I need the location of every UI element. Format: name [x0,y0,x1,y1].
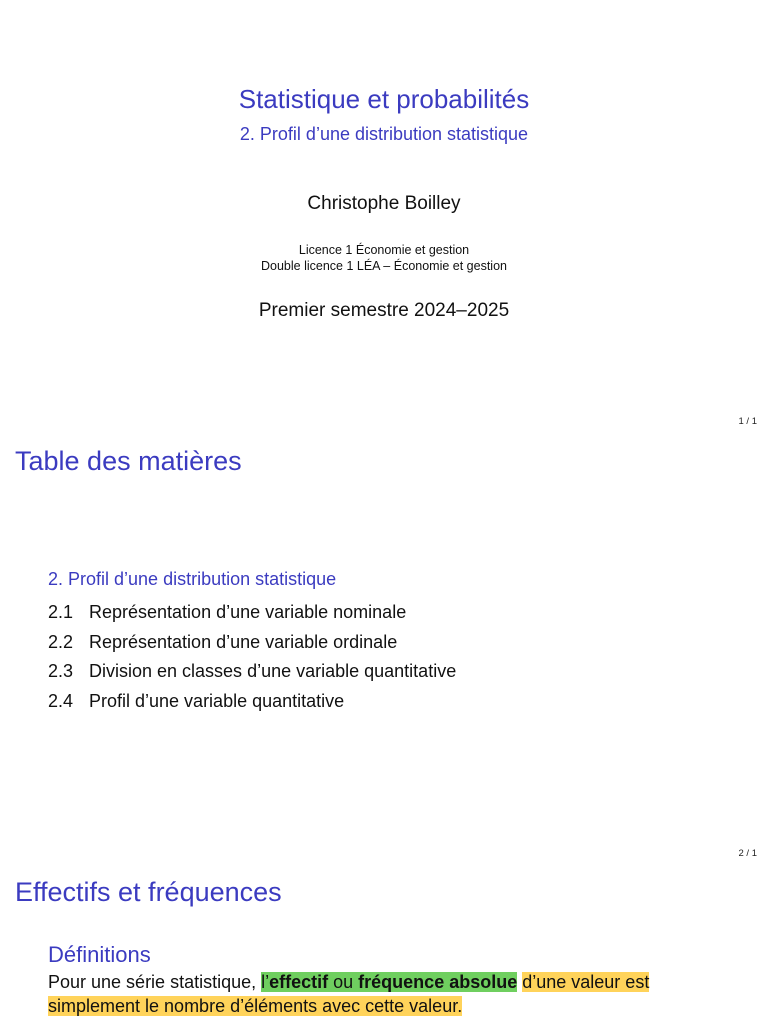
toc-item-number: 2.2 [48,631,74,652]
toc-item-label: Représentation d’une variable nominale [89,602,407,622]
toc-item-label: Représentation d’une variable ordinale [89,631,398,652]
definition-paragraph [48,970,738,1018]
term-effectif: effectif [269,972,329,992]
toc-item-number: 2.3 [48,661,74,682]
toc-item-number: 2.4 [48,691,74,712]
toc-section-link[interactable]: 2. Profil d’une distribution statistique [48,569,337,589]
page-number: 2 / 1 [738,848,757,859]
toc-item[interactable] [48,687,456,717]
highlight-orange: d’une valeur est simplement le nombre d’éléments avec cette valeur. [48,972,650,1016]
toc-item-number: 2.1 [48,602,74,622]
page-number: 1 / 1 [738,416,757,427]
definition-intro: Pour une série statistique, [48,972,262,992]
toc-item[interactable] [48,598,456,628]
definitions-slide [0,862,768,1024]
toc-item-label: Profil d’une variable quantitative [89,691,345,712]
toc-list [48,598,456,717]
highlight-green [261,972,517,992]
article-text: l’ [261,972,270,992]
frame-title: Table des matières [15,446,242,476]
toc-slide [0,430,768,862]
toc-item[interactable] [48,628,456,658]
date: Premier semestre 2024–2025 [258,300,510,321]
title-slide [0,0,768,430]
presentation-subtitle: 2. Profil d’une distribution statistique [239,124,529,144]
author: Christophe Boilley [307,193,461,214]
frame-title: Effectifs et fréquences [15,877,282,907]
toc-item[interactable] [48,657,456,687]
institute-line-2: Double licence 1 LÉA – Économie et gestion [261,259,507,273]
or-text: ou [328,972,359,992]
block-title: Définitions [48,942,151,967]
institute-line-1: Licence 1 Économie et gestion [298,243,470,257]
toc-item-label: Division en classes d’une variable quantitative [89,661,457,682]
presentation-title: Statistique et probabilités [238,84,530,114]
term-frequence-absolue: fréquence absolue [358,972,518,992]
